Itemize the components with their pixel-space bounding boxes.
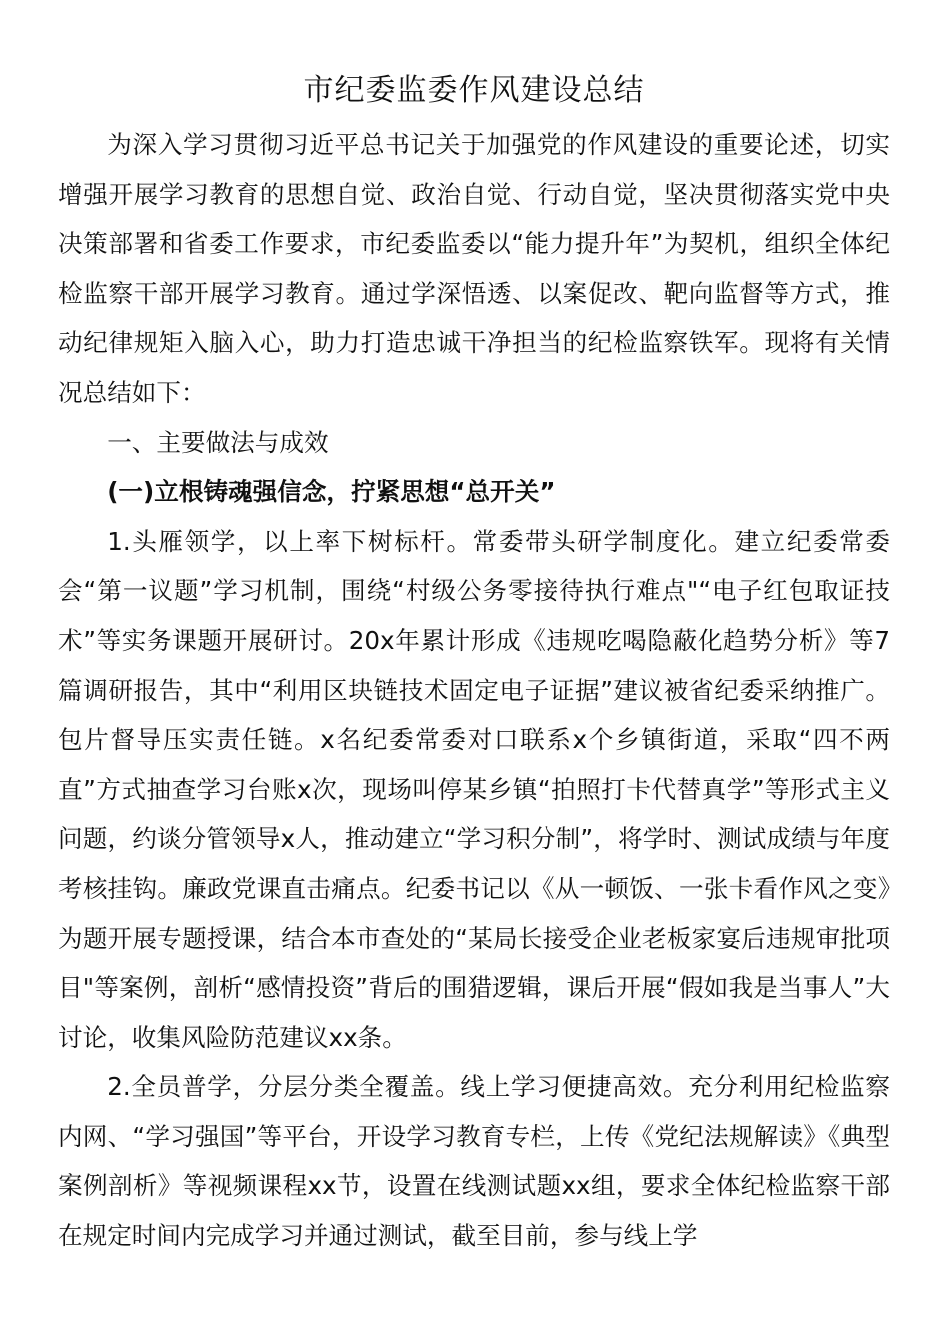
document-title: 市纪委监委作风建设总结 xyxy=(303,73,645,108)
document-page xyxy=(58,66,890,1261)
body-paragraph-2: 2.全员普学，分层分类全覆盖。线上学习便捷高效。充分利用纪检监察内网、“学习强国”等平台，开设学习教育专栏，上传《党纪法规解读》《典型案例剖析》等视频课程xx节，设置在线测试题xx组，要求全体纪检监察干部在规定时间内完成学习并通过测试，截至目前，参与线上学 xyxy=(58,1072,890,1251)
subsection-heading: (一)立根铸魂强信念，拧紧思想“总开关” xyxy=(107,477,556,507)
intro-paragraph: 为深入学习贯彻习近平总书记关于加强党的作风建设的重要论述，切实增强开展学习教育的思想自觉、政治自觉、行动自觉，坚决贯彻落实党中央决策部署和省委工作要求，市纪委监委以“能力提升年”为契机，组织全体纪检监察干部开展学习教育。通过学深悟透、以案促改、靶向监督等方式，推动纪律规矩入脑入心，助力打造忠诚干净担当的纪检监察铁军。现将有关情况总结如下： xyxy=(58,130,890,407)
section-heading: 一、主要做法与成效 xyxy=(107,427,329,457)
body-paragraph-1: 1.头雁领学，以上率下树标杆。常委带头研学制度化。建立纪委常委会“第一议题”学习机制，围绕“村级公务零接待执行难点"“电子红包取证技术”等实务课题开展研讨。20x年累计形成《违规吃喝隐蔽化趋势分析》等7篇调研报告，其中“利用区块链技术固定电子证据”建议被省纪委采纳推广。包片督导压实责任链。x名纪委常委对口联系x个乡镇街道，采取“四不两直”方式抽查学习台账x次，现场叫停某乡镇“拍照打卡代替真学”等形式主义问题，约谈分管领导x人，推动建立“学习积分制”，将学时、测试成绩与年度考核挂钩。廉政党课直击痛点。纪委书记以《从一顿饭、一张卡看作风之变》为题开展专题授课，结合本市查处的“某局长接受企业老板家宴后违规审批项目"等案例，剖析“感情投资”背后的围猎逻辑，课后开展“假如我是当事人”大讨论，收集风险防范建议xx条。 xyxy=(58,526,890,1052)
